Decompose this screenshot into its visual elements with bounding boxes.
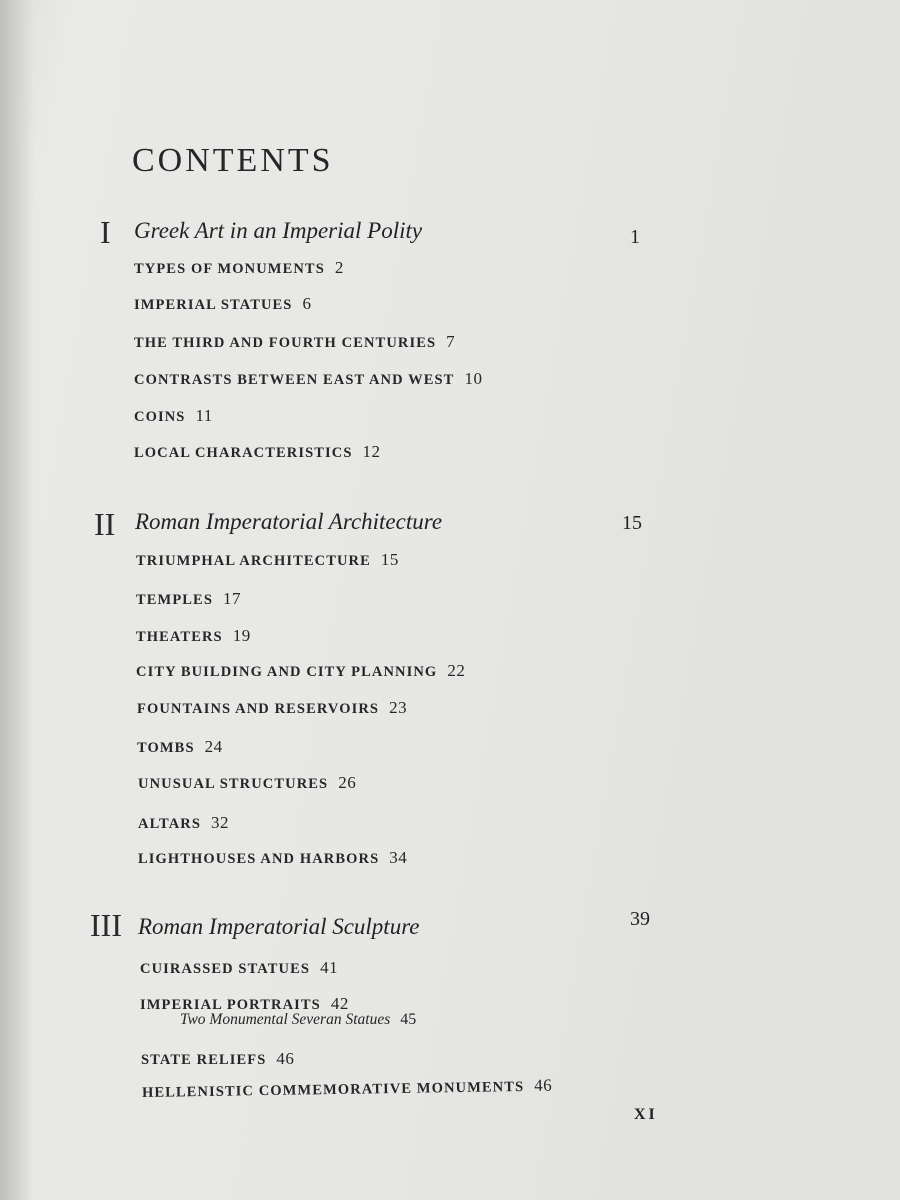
toc-entry-page: 19 (232, 626, 251, 645)
toc-entry-label: HELLENISTIC COMMEMORATIVE MONUMENTS (141, 1078, 525, 1101)
toc-entry (136, 550, 399, 570)
book-gutter-shadow (0, 0, 34, 1200)
toc-entry (138, 773, 356, 793)
toc-entry-label: THE THIRD AND FOURTH CENTURIES (134, 335, 437, 351)
toc-entry-page: 46 (276, 1049, 295, 1068)
toc-entry (134, 332, 455, 352)
chapter-1-page: 1 (630, 226, 640, 248)
toc-entry-page: 34 (389, 848, 408, 867)
chapter-3-page: 39 (630, 908, 650, 930)
toc-entry (137, 698, 407, 718)
toc-entry (136, 626, 251, 646)
toc-entry-page: 2 (334, 258, 344, 277)
toc-entry-label: TRIUMPHAL ARCHITECTURE (136, 553, 371, 569)
toc-entry-page: 17 (223, 589, 241, 608)
contents-heading: CONTENTS (132, 142, 334, 179)
toc-entry-label: CONTRASTS BETWEEN EAST AND WEST (134, 372, 455, 388)
toc-entry-page: 41 (320, 958, 339, 977)
toc-entry (134, 406, 213, 426)
toc-entry-page: 6 (302, 294, 312, 313)
toc-entry-label: LIGHTHOUSES AND HARBORS (138, 851, 380, 867)
toc-entry-label: CUIRASSED STATUES (140, 961, 311, 977)
toc-entry (134, 369, 482, 389)
toc-subentry-page: 45 (400, 1011, 417, 1028)
toc-entry-label: IMPERIAL STATUES (134, 297, 293, 313)
toc-entry-label: TEMPLES (136, 592, 213, 608)
toc-entry-page: 22 (447, 661, 466, 680)
toc-entry-page: 11 (195, 406, 213, 425)
toc-entry-label: TYPES OF MONUMENTS (134, 261, 325, 277)
toc-entry-label: UNUSUAL STRUCTURES (138, 776, 329, 792)
chapter-3-numeral: III (90, 907, 122, 943)
toc-entry (138, 813, 229, 833)
toc-entry (134, 294, 311, 314)
toc-entry-label: STATE RELIEFS (141, 1052, 267, 1068)
toc-entry-page: 42 (330, 994, 349, 1013)
toc-entry-label: TOMBS (137, 740, 195, 756)
toc-entry (134, 258, 344, 278)
toc-entry-label: CITY BUILDING AND CITY PLANNING (136, 664, 438, 680)
toc-entry-page: 15 (380, 550, 399, 569)
toc-entry-label: THEATERS (136, 629, 223, 645)
toc-entry (134, 442, 381, 462)
toc-entry-label: COINS (134, 409, 186, 425)
toc-subentry-label: Two Monumental Severan Statues (180, 1011, 391, 1028)
toc-entry-page: 12 (362, 442, 381, 461)
toc-entry-label: FOUNTAINS AND RESERVOIRS (137, 701, 380, 717)
toc-entry-page: 7 (446, 332, 456, 351)
chapter-2-page: 15 (622, 512, 642, 534)
toc-entry-page: 24 (204, 737, 223, 756)
toc-entry-page: 46 (534, 1075, 553, 1095)
chapter-1-title: Greek Art in an Imperial Polity (134, 218, 423, 243)
chapter-1-numeral: I (100, 214, 111, 250)
toc-entry-page: 32 (211, 813, 230, 832)
toc-entry (141, 1049, 294, 1069)
chapter-3-title: Roman Imperatorial Sculpture (138, 914, 420, 939)
chapter-2-numeral: II (94, 506, 116, 542)
toc-entry (142, 1076, 552, 1102)
toc-entry-page: 23 (389, 698, 408, 717)
toc-entry-label: ALTARS (138, 816, 202, 832)
toc-entry (140, 958, 338, 978)
toc-subentry (180, 1011, 416, 1029)
toc-entry-page: 26 (338, 773, 357, 792)
toc-entry-label: LOCAL CHARACTERISTICS (134, 445, 353, 461)
page-folio: XI (634, 1106, 658, 1123)
toc-entry (136, 661, 465, 681)
toc-entry (136, 589, 241, 609)
toc-entry-page: 10 (464, 369, 483, 388)
toc-entry (137, 737, 223, 757)
chapter-2-title: Roman Imperatorial Architecture (135, 509, 443, 534)
toc-entry (138, 848, 407, 868)
toc-entry-label: IMPERIAL PORTRAITS (140, 997, 321, 1013)
